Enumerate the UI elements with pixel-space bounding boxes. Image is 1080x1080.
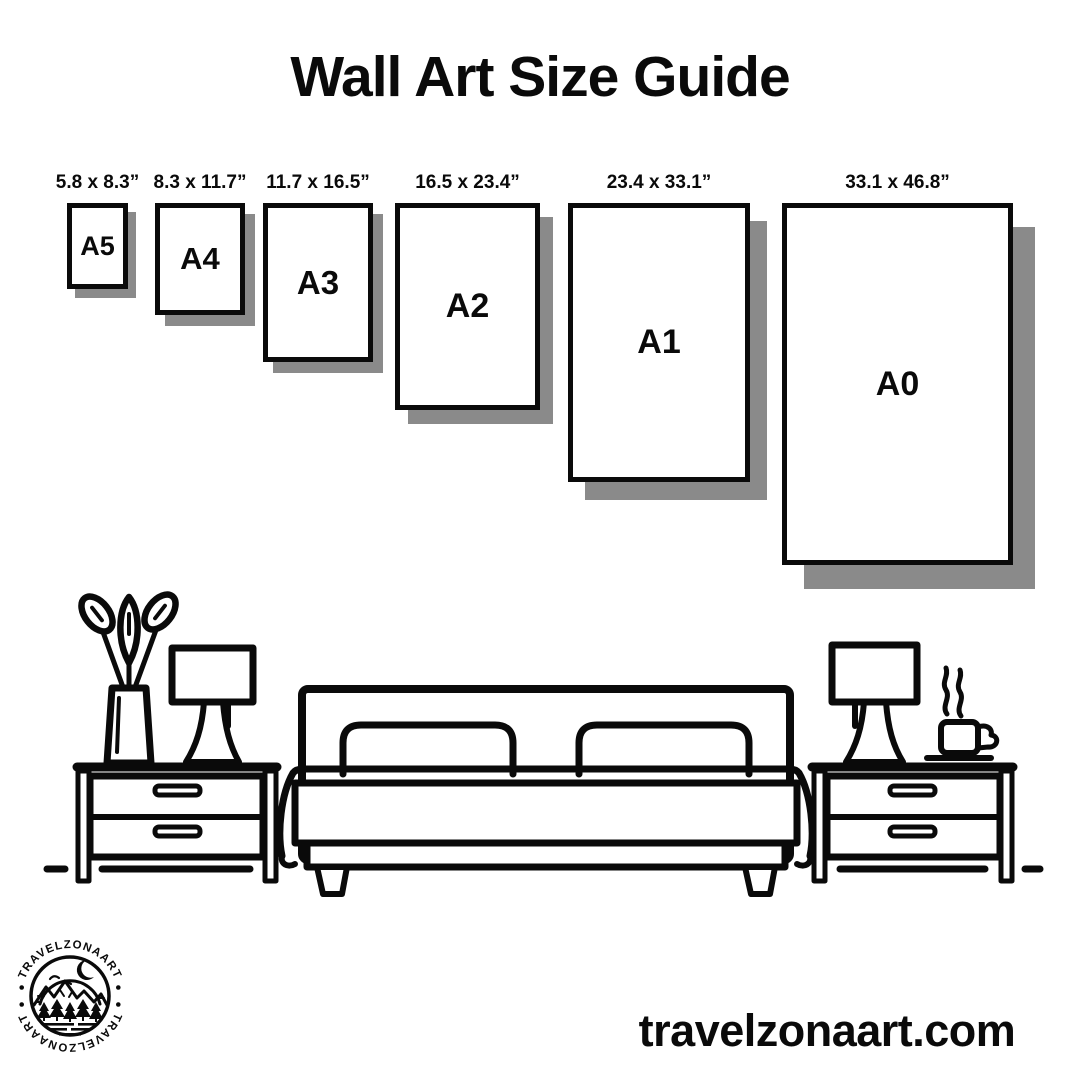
size-dimension-a3: 11.7 x 16.5” <box>266 172 370 193</box>
drawer-handle <box>155 786 200 795</box>
size-dimension-a0: 33.1 x 46.8” <box>845 172 950 193</box>
bed-base <box>307 843 785 867</box>
size-item-a1 <box>568 172 750 482</box>
travelzonaart-logo <box>4 930 136 1062</box>
lamp-shade <box>172 648 253 702</box>
nightstand-right-leg-left <box>814 771 825 881</box>
plant-leaf-right <box>138 589 182 635</box>
size-box-a4 <box>155 203 245 315</box>
bed-mattress <box>295 783 797 843</box>
lamp-base <box>186 702 239 762</box>
cup-body <box>941 722 978 753</box>
drawer-handle <box>155 827 200 836</box>
drawer-handle <box>890 786 935 795</box>
steam-icon <box>958 670 961 716</box>
bed <box>280 689 812 894</box>
vase <box>107 688 151 763</box>
table-lamp-left <box>172 648 253 762</box>
logo-arc-text-bottom: TRAVELZONAART <box>16 1011 124 1054</box>
size-box-a5 <box>67 203 128 289</box>
nightstand-left-leg-right <box>265 771 276 881</box>
drape-curl-right <box>797 856 810 866</box>
size-dimension-a2: 16.5 x 23.4” <box>415 172 520 193</box>
logo-trees-and-lake <box>37 960 103 1036</box>
size-name-a5: A5 <box>80 230 115 261</box>
size-item-a3 <box>263 172 373 362</box>
size-name-a3: A3 <box>296 263 340 301</box>
size-box-a3 <box>263 203 373 362</box>
logo-dot <box>116 985 121 990</box>
nightstand-left <box>77 767 277 881</box>
size-item-a2 <box>395 172 540 410</box>
vase-highlight <box>117 698 119 752</box>
size-name-a4: A4 <box>180 241 220 276</box>
vase-with-plant <box>75 589 182 763</box>
drape-curl-left <box>282 856 295 866</box>
table-lamp-right <box>832 645 917 762</box>
page-title: Wall Art Size Guide <box>290 45 790 109</box>
size-item-a0 <box>782 172 1013 565</box>
logo-arc-text-top: TRAVELZONAART <box>16 938 124 981</box>
bed-foot-right <box>745 867 775 894</box>
size-dimension-a5: 5.8 x 8.3” <box>55 172 140 193</box>
size-name-a2: A2 <box>445 287 490 325</box>
size-name-a0: A0 <box>875 364 920 403</box>
drawer-handle <box>890 827 935 836</box>
size-item-a4 <box>153 172 247 315</box>
steam-icon <box>944 668 947 714</box>
nightstand-right <box>812 767 1013 881</box>
bed-foot-left <box>317 867 347 894</box>
size-box-a1 <box>568 203 750 482</box>
logo-dot <box>116 1002 121 1007</box>
size-name-a1: A1 <box>637 323 681 361</box>
size-box-a0 <box>782 203 1013 565</box>
mountain-shading <box>60 990 72 997</box>
coffee-cup <box>927 668 997 758</box>
logo-dot <box>19 1002 24 1007</box>
logo-dot <box>19 985 24 990</box>
size-item-a5 <box>55 172 140 289</box>
bedroom-scene-illustration <box>0 580 1080 920</box>
size-dimension-a4: 8.3 x 11.7” <box>153 172 247 193</box>
lamp-shade <box>832 645 917 702</box>
size-dimension-a1: 23.4 x 33.1” <box>606 172 712 193</box>
water-lines-icon <box>44 1023 96 1036</box>
size-box-a2 <box>395 203 540 410</box>
website-url: travelzonaart.com <box>638 1005 1016 1056</box>
plant-leaf-left <box>75 591 119 637</box>
